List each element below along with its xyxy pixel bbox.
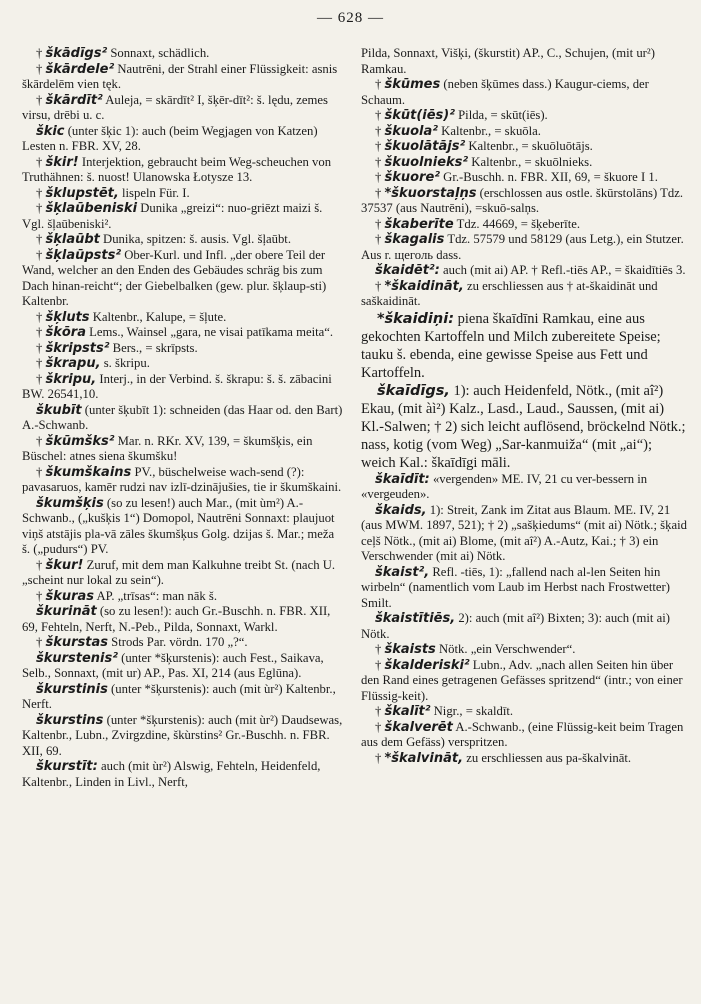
obsolete-cross-mark: †: [374, 170, 385, 184]
entry-headword: škagalis: [384, 232, 445, 247]
dictionary-entry: [361, 503, 687, 565]
entry-headword: škuola²: [384, 123, 438, 139]
obsolete-cross-mark: †: [374, 719, 385, 734]
entry-headword: škādīgs²: [45, 46, 108, 61]
dictionary-entry: [361, 232, 687, 263]
obsolete-cross-mark: †: [35, 185, 46, 200]
obsolete-cross-mark: †: [35, 232, 46, 246]
entry-headword: škaist²,: [374, 564, 430, 580]
entry-headword: škripu,: [45, 371, 97, 387]
obsolete-cross-mark: †: [35, 92, 46, 107]
dictionary-entry: [22, 124, 344, 155]
entry-definition: Lems., Wainsel „gara, ne visai patīkama meita“.: [85, 325, 334, 339]
dictionary-entry: [361, 310, 687, 382]
dictionary-entry: [22, 604, 344, 635]
entry-headword: škuore²: [384, 170, 440, 185]
entry-definition: (unter šķubīt 1): schneiden (das Haar od. den Bart) A.-Schwanb.: [22, 402, 343, 432]
entry-headword: škubīt: [35, 402, 82, 418]
obsolete-cross-mark: †: [374, 154, 385, 169]
dictionary-entry: [361, 658, 687, 705]
entry-headword: škaīdīt:: [374, 471, 430, 487]
entry-definition: auch (mit ùr²) Alswig, Fehteln, Heidenfeld, Kaltenbr., Linden in Livl., Nerft,: [22, 759, 321, 789]
obsolete-cross-mark: †: [374, 750, 385, 765]
obsolete-cross-mark: †: [374, 704, 385, 718]
entry-headword: škalverēt: [384, 719, 453, 735]
entry-headword: škaberīte: [384, 216, 454, 232]
entry-headword: škuras: [45, 588, 95, 604]
entry-definition: (so zu lesen!) auch Mar., (mit ùm²) A.-Schwanb., („kušķis 1“) Domopol, Nautrēni Sonnaxt: plaujuot viņš atstājis pla-vā zāles škumšķus Golg. dzijas š. Mar.; meža š. („pudurs“) PV.: [22, 495, 335, 556]
dictionary-entry: [22, 496, 344, 558]
entry-headword: šklupstēt,: [45, 185, 119, 201]
dictionary-entry: [22, 434, 344, 465]
entry-definition: (unter šķic 1): auch (beim Wegjagen von Katzen) Lesten n. FBR. XV, 28.: [22, 123, 318, 153]
entry-headword: škrapu,: [45, 356, 101, 371]
entry-headword: škalderiski²: [384, 657, 470, 673]
entry-headword: šķlaūpsts²: [45, 247, 122, 263]
obsolete-cross-mark: †: [35, 588, 46, 603]
dictionary-entry: [361, 704, 687, 720]
obsolete-cross-mark: †: [35, 635, 46, 649]
obsolete-cross-mark: †: [35, 433, 46, 448]
entry-definition: 1): Streit, Zank im Zitat aus Blaum. ME. IV, 21 (aus MWM. 1897, 521); † 2) „sašķiedums“ (mit ai) Nötk.; šķaid ceļš Nötk., (mit ai) Blome, (mit aî²) A.-Autz, Kai.; † 3) ein Verschwender (mit ai) Nötk.: [361, 502, 687, 563]
dictionary-entry: [361, 155, 687, 171]
dictionary-entry: [22, 325, 344, 341]
obsolete-cross-mark: †: [374, 657, 385, 672]
entry-definition: Sonnaxt, schädlich.: [107, 46, 210, 60]
dictionary-entry: [361, 46, 687, 77]
dictionary-entry: [361, 263, 687, 279]
entry-headword: škuolnieks²: [384, 154, 469, 170]
entry-definition: Mar. n. RKr. XV, 139, = škumšķis, ein Büschel: atnes siena škumšku!: [22, 433, 313, 463]
entry-definition: Kaltenbr., = skuōlnieks.: [468, 154, 593, 169]
obsolete-cross-mark: †: [35, 464, 46, 479]
dictionary-entry: [361, 382, 687, 472]
entry-definition: «vergenden» ME. IV, 21 cu ver-bessern in «vergeuden».: [361, 471, 648, 501]
obsolete-cross-mark: †: [35, 247, 46, 262]
dictionary-entry: [22, 635, 344, 651]
entry-headword: škaīdīgs,: [376, 382, 450, 399]
obsolete-cross-mark: †: [35, 371, 46, 386]
entry-definition: Dunika „greizi“: nuo-griēzt maizi š. Vgl. šļaūbeniski².: [22, 201, 323, 231]
entry-definition: Pilda, Sonnaxt, Višķi, (škurstit) AP., C., Schujen, (mit ur²) Ramkau.: [361, 46, 655, 76]
entry-definition: Refl. -tiēs, 1): „fallend nach al-len Seiten hin wirbeln“ (namentlich vom Laub im Herbst nach Frostwetter) Smilt.: [361, 564, 670, 610]
dictionary-entry: [22, 186, 344, 202]
entry-headword: škūmšks²: [45, 433, 115, 449]
dictionary-entry: [22, 589, 344, 605]
entry-definition: zu erschliessen aus † at-škaidināt und saškaidināt.: [361, 278, 658, 308]
dictionary-entry: [361, 720, 687, 751]
entry-definition: Nautrēni, der Strahl einer Flüssigkeit: asnis škārdelēm vien tęk.: [22, 61, 338, 91]
entry-headword: škaists: [384, 642, 436, 657]
entry-headword: škumšķis: [35, 495, 104, 511]
entry-headword: škaistītiēs,: [374, 611, 456, 626]
entry-headword: *škaidināt,: [384, 278, 464, 294]
dictionary-entry: [22, 201, 344, 232]
obsolete-cross-mark: †: [374, 139, 385, 153]
entry-definition: Tdz. 44669, = šķeberīte.: [453, 216, 581, 231]
obsolete-cross-mark: †: [35, 309, 46, 324]
right-column: [361, 46, 687, 766]
entry-headword: škir!: [45, 154, 79, 170]
dictionary-entry: [22, 372, 344, 403]
obsolete-cross-mark: †: [374, 278, 385, 293]
obsolete-cross-mark: †: [374, 123, 385, 138]
entry-definition: AP. „trīsas“: man nāk š.: [94, 588, 218, 603]
obsolete-cross-mark: †: [35, 356, 46, 370]
left-column: [22, 46, 344, 790]
obsolete-cross-mark: †: [35, 154, 46, 169]
entry-definition: (erschlossen aus ostle. škūrstolāns) Tdz. 37537 (aus Nautrēni), =skuō-salņs.: [361, 185, 684, 215]
dictionary-entry: [22, 682, 344, 713]
dictionary-entry: [361, 186, 687, 217]
entry-headword: *škalvināt,: [384, 750, 464, 766]
entry-headword: škuolātājs²: [384, 139, 466, 154]
obsolete-cross-mark: †: [374, 642, 385, 656]
dictionary-entry: [361, 170, 687, 186]
entry-headword: škurstins: [35, 712, 104, 728]
obsolete-cross-mark: †: [35, 557, 46, 572]
entry-definition: (unter *šķurstenis): auch (mit ùr²) Daudsewas, Kaltenbr., Lubn., Zvirgzdine, škùrstins² Gr.-Buschh. n. FBR. XII, 69.: [22, 712, 343, 758]
entry-headword: škur!: [45, 557, 84, 573]
entry-headword: škalīt²: [384, 704, 431, 719]
dictionary-entry: [22, 558, 344, 589]
obsolete-cross-mark: †: [374, 108, 385, 122]
entry-definition: Interj., in der Verbind. š. škrapu: š. š. zābacini BW. 26541,10.: [22, 371, 332, 401]
dictionary-entry: [22, 759, 344, 790]
page-number: — 628 —: [317, 10, 384, 26]
entry-definition: 2): auch (mit aî²) Bixten; 3): auch (mit ai) Nötk.: [361, 611, 671, 641]
entry-headword: šķlaūbt: [45, 232, 100, 247]
entry-definition: Ober-Kurl. und Infl. „der obere Teil der Wand, welcher an den Enden des Gebäudes schräg bis zum Dach hinan-reicht“; der Giebelbalken (gew. plur. šķlaup-sti) Kaltenbr.: [22, 247, 327, 308]
entry-headword: škārdīt²: [45, 92, 103, 108]
entry-definition: s. škripu.: [100, 356, 150, 370]
entry-definition: (unter *šķurstenis): auch Fest., Saikava, Selb., Sonnaxt, (mit ur) AP., Pas. XI, 214 (aus Eglūna).: [22, 650, 324, 680]
dictionary-entry: [361, 642, 687, 658]
entry-headword: škurināt: [35, 604, 97, 619]
entry-headword: škurstas: [45, 635, 108, 650]
entry-definition: Kaltenbr., Kalupe, = šļute.: [89, 309, 227, 324]
dictionary-entry: [22, 310, 344, 326]
dictionary-entry: [22, 155, 344, 186]
entry-definition: lispeln Für. I.: [118, 185, 190, 200]
entry-definition: auch (mit ai) AP. † Refl.-tiēs AP., = škaidītiēs 3.: [439, 263, 686, 277]
dictionary-entry: [22, 248, 344, 310]
obsolete-cross-mark: †: [374, 232, 385, 246]
entry-headword: škurstīt:: [35, 759, 98, 774]
entry-headword: škārdele²: [45, 61, 115, 77]
entry-definition: Auleja, = skārdīt² I, šķēr-dīt²: š. lędu, zemes virsu, drēbi u. c.: [22, 92, 328, 122]
dictionary-entry: [361, 472, 687, 503]
obsolete-cross-mark: †: [35, 61, 46, 76]
dictionary-entry: [361, 139, 687, 155]
entry-headword: škic: [35, 123, 65, 139]
dictionary-entry: [361, 751, 687, 767]
entry-headword: škurstenis²: [35, 650, 118, 666]
entry-definition: A.-Schwanb., (eine Flüssig-keit beim Tragen aus dem Gefäss) verspritzen.: [361, 719, 684, 749]
entry-definition: Strods Par. vördn. 170 „?“.: [108, 635, 248, 649]
dictionary-entry: [22, 232, 344, 248]
entry-definition: Dunika, spitzen: š. ausis. Vgl. šļaūbt.: [99, 232, 291, 246]
entry-definition: Tdz. 57579 und 58129 (aus Letg.), ein Stutzer. Aus r. щеголь dass.: [361, 232, 684, 262]
obsolete-cross-mark: †: [35, 201, 46, 215]
dictionary-entry: [22, 62, 344, 93]
dictionary-entry: [361, 77, 687, 108]
entry-definition: Bers., = skrīpsts.: [109, 340, 198, 355]
entry-headword: šķluts: [45, 309, 90, 325]
entry-definition: Zuruf, mit dem man Kalkuhne treibt St. (nach U. „scheint nur lokal zu sein“).: [22, 557, 336, 587]
entry-headword: škripsts²: [45, 340, 110, 356]
entry-definition: Kaltenbr., = skuōluōtājs.: [465, 139, 593, 153]
dictionary-entry: [22, 465, 344, 496]
entry-definition: zu erschliessen aus pa-škalvināt.: [463, 750, 632, 765]
entry-definition: piena škaīdīni Ramkau, eine aus gekochten Kartoffeln und Milch zubereitete Speise; tauku š. ebenda, eine gewisse Speise aus Fett und Kartoffeln.: [361, 310, 661, 381]
entry-headword: šķlaūbeniski: [45, 201, 138, 216]
entry-definition: Nigr., = skaldīt.: [430, 704, 514, 718]
dictionary-entry: [22, 713, 344, 760]
dictionary-entry: [361, 611, 687, 642]
entry-definition: (neben šķūmes dass.) Kaugur-ciems, der Schaum.: [361, 77, 649, 107]
entry-definition: Nötk. „ein Verschwender“.: [435, 642, 576, 656]
obsolete-cross-mark: †: [35, 325, 46, 339]
entry-headword: škōra: [45, 325, 86, 340]
obsolete-cross-mark: †: [374, 77, 385, 91]
entry-headword: škumškains: [45, 464, 132, 480]
dictionary-entry: [22, 356, 344, 372]
entry-definition: (so zu lesen!): auch Gr.-Buschh. n. FBR. XII, 69, Fehteln, Nerft, N.-Peb., Pilda, Sonnaxt, Warkl.: [22, 604, 331, 634]
dictionary-entry: [22, 341, 344, 357]
entry-headword: škaidēt²:: [374, 263, 440, 278]
dictionary-entry: [22, 93, 344, 124]
obsolete-cross-mark: †: [35, 46, 46, 60]
dictionary-entry: [361, 279, 687, 310]
dictionary-entry: [361, 217, 687, 233]
entry-definition: Lubn., Adv. „nach allen Seiten hin über den Rand eines getragenen Gefässes spritzend“ (intr.; von einer Flüssig-keit).: [361, 657, 683, 703]
obsolete-cross-mark: †: [374, 185, 385, 200]
entry-headword: *škaidiņi:: [376, 310, 454, 327]
entry-headword: *škuorstaļņs: [384, 185, 477, 201]
entry-headword: škaids,: [374, 502, 427, 518]
dictionary-entry: [22, 403, 344, 434]
entry-definition: Kaltenbr., = skuōla.: [437, 123, 541, 138]
obsolete-cross-mark: †: [374, 216, 385, 231]
entry-definition: 1): auch Heidenfeld, Nötk., (mit aî²) Ekau, (mit àì²) Kalz., Lasd., Laud., Saussen, (mit ai) Kl.-Salwen; † 2) sich leicht auflösend, bröckelnd Nötk.; nass, kotig (vom Weg) „Sar-kanmuiža“ (mit „ai“); weich Kal.: škaīdīgi māli.: [361, 382, 686, 471]
entry-headword: škūmes: [384, 77, 441, 92]
dictionary-entry: [22, 46, 344, 62]
entry-definition: (unter *šķurstenis): auch (mit ùr²) Kaltenbr., Nerft.: [22, 681, 336, 711]
entry-headword: škūt(iēs)²: [384, 108, 455, 123]
dictionary-entry: [361, 565, 687, 612]
entry-definition: Interjektion, gebraucht beim Weg-scheuchen von Truthähnen: š. nuost! Ulanowska Łotysze 13.: [22, 154, 332, 184]
entry-definition: Gr.-Buschh. n. FBR. XII, 69, = škuore I 1.: [439, 170, 658, 184]
obsolete-cross-mark: †: [35, 340, 46, 355]
dictionary-entry: [361, 108, 687, 124]
dictionary-entry: [22, 651, 344, 682]
dictionary-entry: [361, 124, 687, 140]
entry-headword: škurstinis: [35, 681, 108, 697]
entry-definition: Pilda, = skūt(iēs).: [454, 108, 548, 122]
entry-definition: PV., büschelweise wach-send (?): pavasaruos, kamēr rudzi nav izlī-dzinājušies, tie ir škumškaini.: [22, 464, 342, 494]
